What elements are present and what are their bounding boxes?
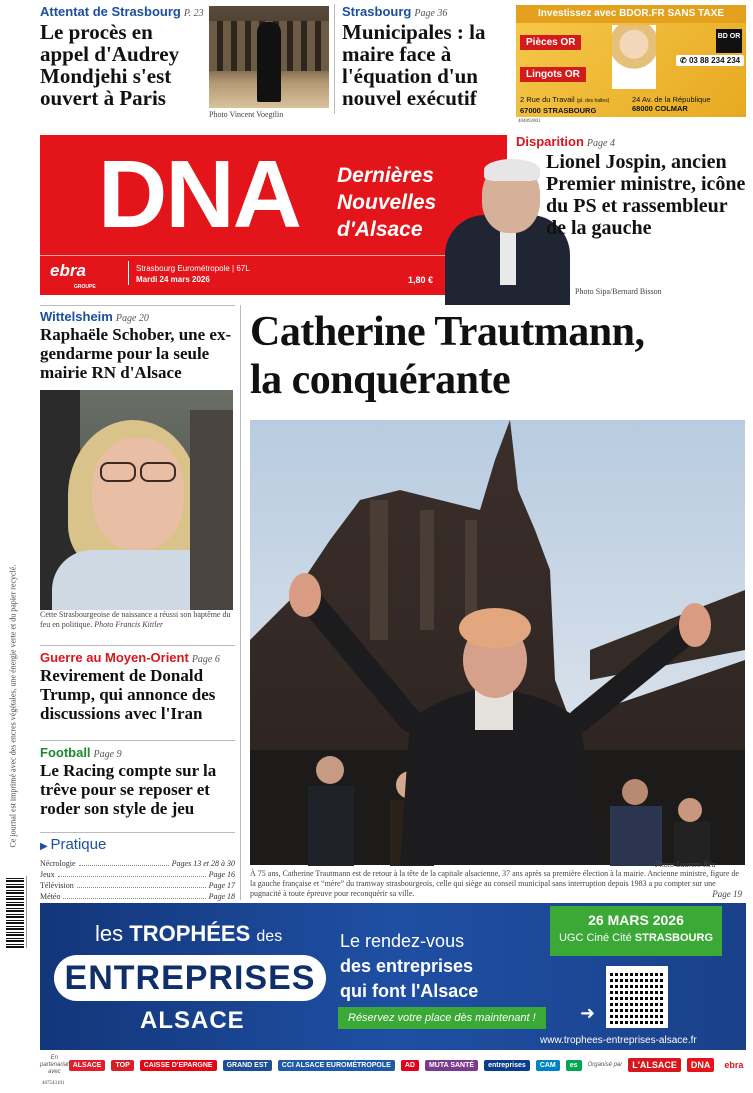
ebra-logo: ebra GROUPE: [50, 261, 96, 290]
organiser-logo: DNA: [687, 1058, 715, 1072]
teaser-attentat[interactable]: [40, 4, 205, 109]
masthead[interactable]: [40, 135, 507, 295]
pratique-row[interactable]: [40, 869, 235, 880]
partner-logo: ALSACE: [69, 1060, 106, 1071]
teaser-wittelsheim[interactable]: [40, 309, 240, 382]
partners-row: [40, 1052, 746, 1078]
price: 1,80 €: [408, 275, 434, 285]
courtroom-photo: [209, 6, 329, 108]
ad-phone: ✆ 03 88 234 234: [676, 55, 744, 66]
pratique-label: Nécrologie: [40, 859, 76, 868]
kicker: Disparition Page 4: [516, 134, 615, 149]
banner-url[interactable]: www.trophees-entreprises-alsace.fr: [540, 1035, 697, 1046]
barcode: [6, 876, 24, 948]
ad-model-image: [612, 25, 656, 89]
partner-logo: TOP: [111, 1060, 133, 1071]
partner-logo: es: [566, 1060, 582, 1071]
pratique-label: Jeux: [40, 870, 55, 879]
banner-alsace: ALSACE: [140, 1007, 245, 1034]
edition-info: Strasbourg Eurométropole | 67L Mardi 24 mars 2026: [136, 264, 250, 284]
photo-credit: Photo Laurent Réa: [655, 860, 716, 869]
pratique-label: Météo: [40, 892, 61, 901]
masthead-name: Dernières Nouvelles d'Alsace: [337, 164, 437, 241]
partner-logo: GRAND EST: [223, 1060, 272, 1071]
organiser-logo: ebra: [720, 1058, 747, 1072]
photo-credit: Photo Vincent Voegtlin: [209, 110, 284, 119]
spine-text: Ce journal est imprimé avec des encres végétales, une énergie verte et du papier recyclé.: [8, 564, 18, 848]
kicker: Guerre au Moyen-Orient Page 6: [40, 650, 220, 665]
bdor-advertisement[interactable]: [516, 5, 746, 117]
schober-photo: [40, 390, 233, 608]
banner-entreprises: ENTREPRISES: [54, 955, 326, 1001]
headline: Lionel Jospin, ancien Premier ministre, icône du PS et rassembleur de la gauche: [546, 151, 746, 239]
pratique-pages: Page 17: [208, 881, 235, 890]
pratique-box: [40, 836, 235, 902]
ad-tag-coins: Pièces OR: [520, 35, 581, 50]
organiser-logo: L'ALSACE: [628, 1058, 681, 1072]
pratique-pages: Page 16: [208, 870, 235, 879]
main-headline[interactable]: Catherine Trautmann, la conquérante: [250, 309, 645, 403]
photo-credit: Photo Sipa/Bernard Bisson: [575, 287, 662, 296]
pratique-pages: Pages 13 et 28 à 30: [171, 859, 235, 868]
phone-icon: ✆: [680, 56, 689, 65]
headline: Revirement de Donald Trump, qui annonce des discussions avec l'Iran: [40, 666, 216, 723]
banner-tagline: Le rendez-vous des entreprises qui font l'Alsace: [340, 931, 479, 1001]
banner-cta-button[interactable]: Réservez votre place dès maintenant !: [338, 1007, 546, 1029]
headline: Le procès en appel d'Audrey Mondjehi s'est ouvert à Paris: [40, 20, 180, 111]
partner-logo: entreprises: [484, 1060, 530, 1071]
main-caption: À 75 ans, Catherine Trautmann est de retour à la tête de la capitale alsacienne, 37 ans après sa première élection à la mairie. Ancienne ministre, figure de la gauche française et “mère” du tramway strasbourgeois, celle qui siège au conseil municipal sans interruption depuis 1983 a pu compter sur une pugnacité à toute épreuve pour reconquérir sa ville. Page 19: [250, 869, 742, 899]
kicker: Strasbourg Page 36: [342, 4, 448, 19]
pratique-label: Télévision: [40, 881, 74, 890]
ad-address-colmar: 24 Av. de la République 68000 COLMAR: [632, 95, 711, 113]
teaser-moyen-orient[interactable]: [40, 650, 240, 723]
arrow-right-icon: ➜: [580, 1003, 596, 1023]
trautmann-cathedral-photo: [250, 420, 745, 865]
qr-code[interactable]: [606, 966, 668, 1028]
organiser-label: Organisé par: [587, 1062, 623, 1068]
partner-logo: AD: [401, 1060, 419, 1071]
schober-caption: Cette Strasbourgeoise de naissance a réussi son baptême du feu en politique. Photo Francis Kittler: [40, 610, 231, 629]
bdor-logo: BD OR: [716, 29, 742, 53]
banner-ref: 407543101: [42, 1081, 65, 1086]
partner-logo: CCI ALSACE EUROMÉTROPOLE: [278, 1060, 395, 1071]
headline: Raphaële Schober, une ex-gendarme pour la seule mairie RN d'Alsace: [40, 325, 232, 382]
trophees-banner[interactable]: [40, 903, 746, 1050]
pratique-pages: Page 18: [208, 892, 235, 901]
pratique-title: ▶ Pratique: [40, 836, 107, 853]
kicker: Wittelsheim Page 20: [40, 309, 149, 324]
pratique-row[interactable]: [40, 858, 235, 869]
partner-logo: MUTA SANTÉ: [425, 1060, 478, 1071]
pratique-row[interactable]: [40, 880, 235, 891]
teaser-municipales[interactable]: [342, 4, 510, 109]
kicker: Football Page 9: [40, 745, 122, 760]
partner-logo: CAM: [536, 1060, 560, 1071]
headline: Le Racing compte sur la trêve pour se reposer et roder son style de jeu: [40, 761, 217, 818]
banner-date-box: 26 MARS 2026 UGC Ciné Cité STRASBOURG: [550, 906, 722, 956]
ad-tag-bars: Lingots OR: [520, 67, 586, 82]
headline: Municipales : la maire face à l'équation d'un nouvel exécutif: [342, 20, 486, 111]
kicker: Attentat de Strasbourg P. 23: [40, 4, 204, 19]
triangle-right-icon: ▶: [40, 841, 51, 852]
ad-ref: 404092001: [518, 119, 541, 124]
teaser-football[interactable]: [40, 745, 240, 818]
partner-logo: CAISSE D'EPARGNE: [140, 1060, 217, 1071]
pratique-row[interactable]: [40, 891, 235, 902]
ad-address-strasbourg: 2 Rue du Travail (pl. des halles) 67000 STRASBOURG: [520, 95, 610, 115]
dna-logo: DNA: [98, 141, 300, 248]
banner-title: les TROPHÉES des: [95, 921, 283, 946]
ad-headline: Investissez avec BDOR.FR SANS TAXE: [516, 5, 746, 23]
partners-label: En partenariat avec: [40, 1054, 69, 1075]
teaser-jospin[interactable]: [516, 134, 746, 239]
